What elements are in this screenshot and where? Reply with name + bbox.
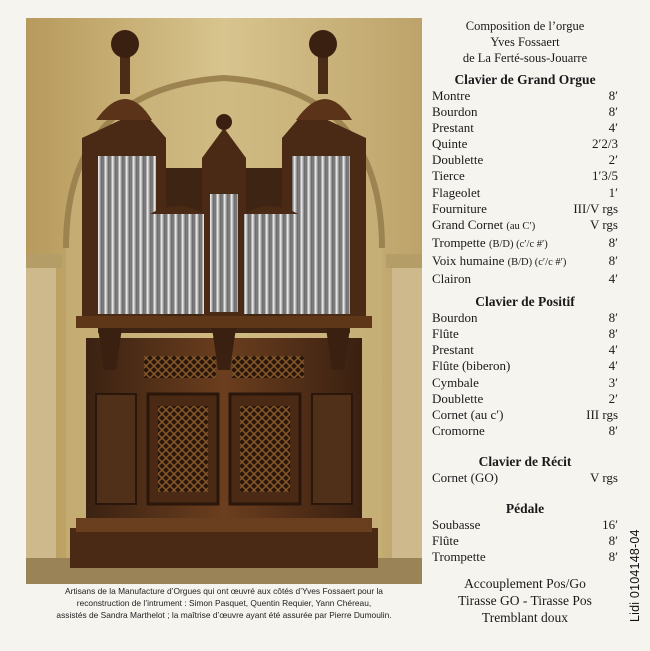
stop-value: III/V rgs — [573, 200, 618, 216]
organ-photo — [26, 18, 422, 584]
stop-name-group — [432, 217, 535, 235]
header-line-3: de La Ferté-sous-Jouarre — [462, 51, 588, 65]
stop-row — [432, 152, 618, 168]
stop-value: V rgs — [589, 469, 618, 485]
stop-value: 4′ — [608, 120, 618, 136]
stop-row — [432, 517, 618, 533]
stop-row — [432, 235, 618, 253]
stop-row — [432, 423, 618, 439]
stop-name: Soubasse — [432, 516, 481, 532]
stop-row — [432, 185, 618, 201]
stop-name: Clairon — [432, 271, 471, 287]
stop-value: 8′ — [608, 104, 618, 120]
stop-value: 4′ — [608, 342, 618, 358]
stop-row — [432, 217, 618, 235]
stop-name: Trompette — [432, 549, 486, 565]
stop-row — [432, 375, 618, 391]
stop-name: Cromorne — [432, 422, 485, 438]
stop-value: 16′ — [602, 516, 618, 532]
stop-row — [432, 549, 618, 565]
stop-value: 8′ — [608, 326, 618, 342]
stop-name: Fourniture — [432, 200, 487, 216]
stop-value: 3′ — [608, 374, 618, 390]
stop-row — [432, 310, 618, 326]
stop-row — [432, 533, 618, 549]
header-line-2: Yves Fossaert — [490, 35, 560, 49]
stop-name: Cornet (au c′) — [432, 406, 504, 422]
stop-value: 1′ — [608, 184, 618, 200]
stop-note: (B/D) (c′/c #′) — [488, 238, 548, 250]
stop-row — [432, 470, 618, 486]
stop-row — [432, 391, 618, 407]
stop-name: Cornet (GO) — [432, 469, 499, 485]
catalog-number: Lidi 0104148-04 — [628, 529, 642, 622]
photo-caption — [22, 585, 426, 621]
stop-value: 2′2/3 — [592, 136, 618, 152]
stop-row — [432, 104, 618, 120]
stop-name: Voix humaine — [432, 252, 505, 268]
stop-name-group — [432, 235, 548, 253]
stop-value: 8′ — [608, 549, 618, 565]
caption-line-1: Artisans de la Manufacture d’Orgues qui ont œuvré aux côtés d’Yves Fossaert pour la — [65, 586, 383, 596]
stop-row — [432, 358, 618, 374]
stop-value: 8′ — [608, 252, 618, 268]
section-title: Pédale — [505, 500, 545, 516]
stop-name: Doublette — [432, 390, 484, 406]
stop-name: Quinte — [432, 136, 468, 152]
spec-header — [432, 18, 618, 66]
stop-row — [432, 136, 618, 152]
stop-value: V rgs — [589, 216, 618, 232]
stop-value: 8′ — [608, 310, 618, 326]
stop-row — [432, 120, 618, 136]
section-title: Clavier de Grand Orgue — [454, 72, 596, 87]
stop-note: (au C′) — [506, 220, 536, 232]
stop-value: 2′ — [608, 390, 618, 406]
stop-row — [432, 253, 618, 271]
stop-name: Bourdon — [432, 104, 478, 120]
section-pedale — [432, 500, 618, 565]
caption-line-2: reconstruction de l’intrument : Simon Pasquet, Quentin Requier, Yann Chéreau, — [76, 598, 372, 608]
stop-name: Montre — [432, 88, 471, 103]
stop-value: 8′ — [608, 88, 618, 103]
stop-name: Tierce — [432, 168, 465, 184]
stop-value: 8′ — [608, 234, 618, 250]
accessory-line-1: Accouplement Pos/Go — [464, 576, 586, 592]
section-recit — [432, 453, 618, 486]
stop-name: Doublette — [432, 152, 484, 168]
section-title: Clavier de Récit — [478, 453, 572, 469]
stop-row — [432, 168, 618, 184]
stop-value: III rgs — [586, 406, 618, 422]
stop-name: Flûte — [432, 326, 459, 342]
header-line-1: Composition de l’orgue — [465, 19, 585, 33]
section-positif — [432, 293, 618, 439]
section-grand-orgue — [432, 71, 618, 287]
stop-row — [432, 88, 618, 104]
stop-name: Prestant — [432, 120, 474, 136]
accessory-line-2: Tirasse GO - Tirasse Pos — [458, 593, 592, 609]
accessories — [432, 575, 618, 626]
stop-name: Flûte — [432, 533, 459, 549]
stop-row — [432, 201, 618, 217]
stop-name-group — [432, 253, 566, 271]
stop-name: Cymbale — [432, 374, 479, 390]
stop-row — [432, 271, 618, 287]
organ-specification — [432, 18, 618, 626]
stop-value: 1′3/5 — [592, 168, 618, 184]
stop-name: Flûte (biberon) — [432, 358, 511, 374]
stop-value: 2′ — [608, 152, 618, 168]
stop-name: Flageolet — [432, 184, 481, 200]
stop-note: (B/D) (c′/c #′) — [507, 256, 567, 268]
accessory-line-3: Tremblant doux — [481, 610, 569, 626]
stop-row — [432, 342, 618, 358]
stop-value: 4′ — [608, 358, 618, 374]
stop-row — [432, 407, 618, 423]
stop-name: Grand Cornet — [432, 216, 504, 232]
stop-row — [432, 326, 618, 342]
stop-value: 4′ — [608, 271, 618, 287]
stop-name: Bourdon — [432, 310, 478, 326]
caption-line-3: assistés de Sandra Marthelot ; la maîtrise d’œuvre ayant été assurée par Pierre Dumoulin. — [56, 610, 392, 620]
section-title: Clavier de Positif — [475, 294, 575, 310]
stop-name: Prestant — [432, 342, 474, 358]
stop-value: 8′ — [608, 422, 618, 438]
stop-value: 8′ — [608, 533, 618, 549]
stop-name: Trompette — [432, 234, 486, 250]
